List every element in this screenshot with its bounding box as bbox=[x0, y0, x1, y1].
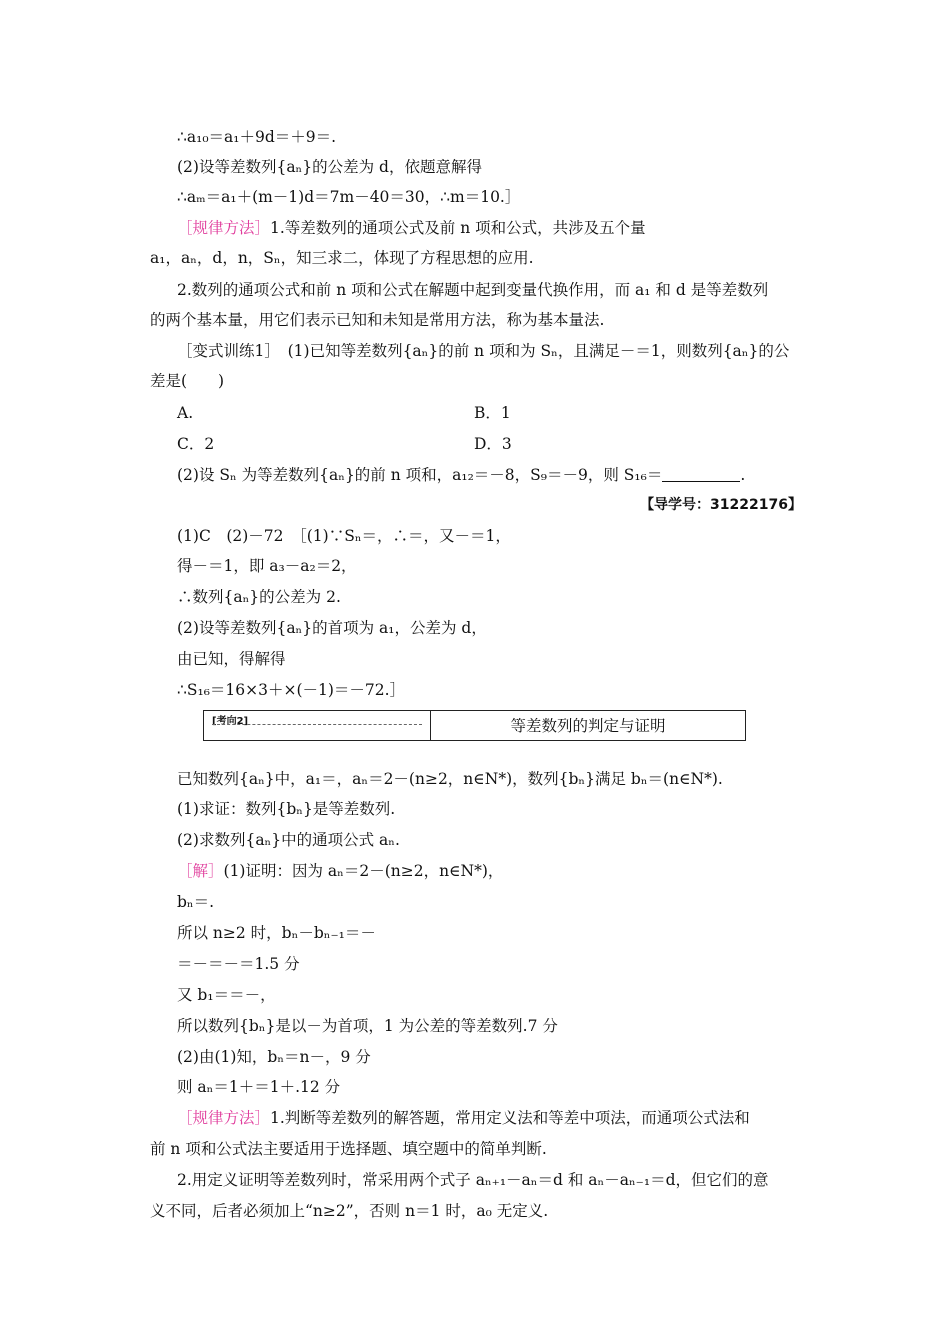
text-line: (1)证明：因为 aₙ＝2－(n≥2，n∈N*)， bbox=[223, 862, 504, 880]
text-line: 差是( ) bbox=[150, 372, 225, 390]
text-line: . bbox=[740, 466, 746, 484]
text-line: ［变式训练1］ (1)已知等差数列{aₙ}的前 n 项和为 Sₙ，且满足－＝1，则数列{aₙ}的公 bbox=[177, 342, 790, 360]
text-line: 得－＝1，即 a₃－a₂＝2， bbox=[177, 557, 357, 575]
text-line: ＝－＝－＝1.5 分 bbox=[177, 955, 300, 973]
option-c: C．2 bbox=[177, 435, 215, 453]
solution-line bbox=[177, 860, 503, 882]
text-line: 则 aₙ＝1＋＝1＋.12 分 bbox=[177, 1078, 341, 1096]
text-line: a₁，aₙ，d，n，Sₙ，知三求二，体现了方程思想的应用. bbox=[150, 249, 534, 267]
text-line: ∴S₁₆＝16×3＋×(－1)＝－72.］ bbox=[177, 681, 406, 699]
text-line: (1)C (2)－72 ［(1)∵Sₙ＝，∴＝，又－＝1， bbox=[177, 527, 511, 545]
section-header-box bbox=[203, 710, 746, 741]
text-line: (2)设 Sₙ 为等差数列{aₙ}的前 n 项和，a₁₂＝－8，S₉＝－9，则 S₁₆＝ bbox=[177, 466, 663, 484]
method-paragraph bbox=[177, 1107, 750, 1129]
text-line: 又 b₁＝＝－， bbox=[177, 986, 276, 1004]
method-paragraph bbox=[177, 217, 806, 239]
text-line: (2)设等差数列{aₙ}的公差为 d，依题意解得 bbox=[177, 158, 482, 176]
section-title: 等差数列的判定与证明 bbox=[510, 717, 666, 735]
section-label-cell bbox=[204, 711, 431, 740]
text-line: ∴aₘ＝a₁＋(m－1)d＝7m－40＝30，∴m＝10.］ bbox=[177, 188, 521, 206]
option-b: B．1 bbox=[474, 404, 511, 422]
text-line: (1)求证：数列{bₙ}是等差数列. bbox=[177, 800, 396, 818]
guide-number: 【导学号：31222176】 bbox=[640, 497, 802, 513]
section-label: [考向2] bbox=[212, 716, 249, 727]
text-line: 1.等差数列的通项公式及前 n 项和公式，共涉及五个量 bbox=[270, 219, 646, 237]
text-line: bₙ＝. bbox=[177, 893, 215, 911]
text-line: ∴a₁₀＝a₁＋9d＝＋9＝. bbox=[177, 128, 337, 146]
method-tag: ［规律方法］ bbox=[177, 1109, 271, 1127]
text-line: 前 n 项和公式法主要适用于选择题、填空题中的简单判断. bbox=[150, 1140, 547, 1158]
text-line: (2)由(1)知，bₙ＝n－，9 分 bbox=[177, 1048, 371, 1066]
solution-tag: ［解］ bbox=[177, 862, 224, 880]
dashed-divider bbox=[212, 724, 422, 725]
text-line: (2)求数列{aₙ}中的通项公式 aₙ. bbox=[177, 831, 400, 849]
text-line: 的两个基本量，用它们表示已知和未知是常用方法，称为基本量法. bbox=[150, 311, 605, 329]
method-tag: ［规律方法］ bbox=[177, 219, 271, 237]
text-line: 2.数列的通项公式和前 n 项和公式在解题中起到变量代换作用，而 a₁ 和 d 是等差数列 bbox=[177, 281, 769, 299]
question-line bbox=[177, 464, 745, 486]
text-line: 由已知，得解得 bbox=[177, 650, 286, 668]
text-line: (2)设等差数列{aₙ}的首项为 a₁，公差为 d， bbox=[177, 619, 487, 637]
answer-blank bbox=[662, 466, 740, 482]
text-line: 已知数列{aₙ}中，a₁＝，aₙ＝2－(n≥2，n∈N*)，数列{bₙ}满足 bₙ＝(n∈N*). bbox=[177, 770, 723, 788]
text-line: ∴数列{aₙ}的公差为 2. bbox=[177, 588, 341, 606]
text-line: 义不同，后者必须加上“n≥2”，否则 n＝1 时，a₀ 无定义. bbox=[150, 1202, 549, 1220]
option-a: A. bbox=[177, 404, 194, 422]
option-d: D．3 bbox=[474, 435, 512, 453]
text-line: 2.用定义证明等差数列时，常采用两个式子 aₙ₊₁－aₙ＝d 和 aₙ－aₙ₋₁＝d，但它们的意 bbox=[177, 1171, 769, 1189]
text-line: 1.判断等差数列的解答题，常用定义法和等差中项法，而通项公式法和 bbox=[270, 1109, 750, 1127]
text-line: 所以 n≥2 时，bₙ－bₙ₋₁＝－ bbox=[177, 924, 376, 942]
text-line: 所以数列{bₙ}是以－为首项，1 为公差的等差数列.7 分 bbox=[177, 1017, 558, 1035]
